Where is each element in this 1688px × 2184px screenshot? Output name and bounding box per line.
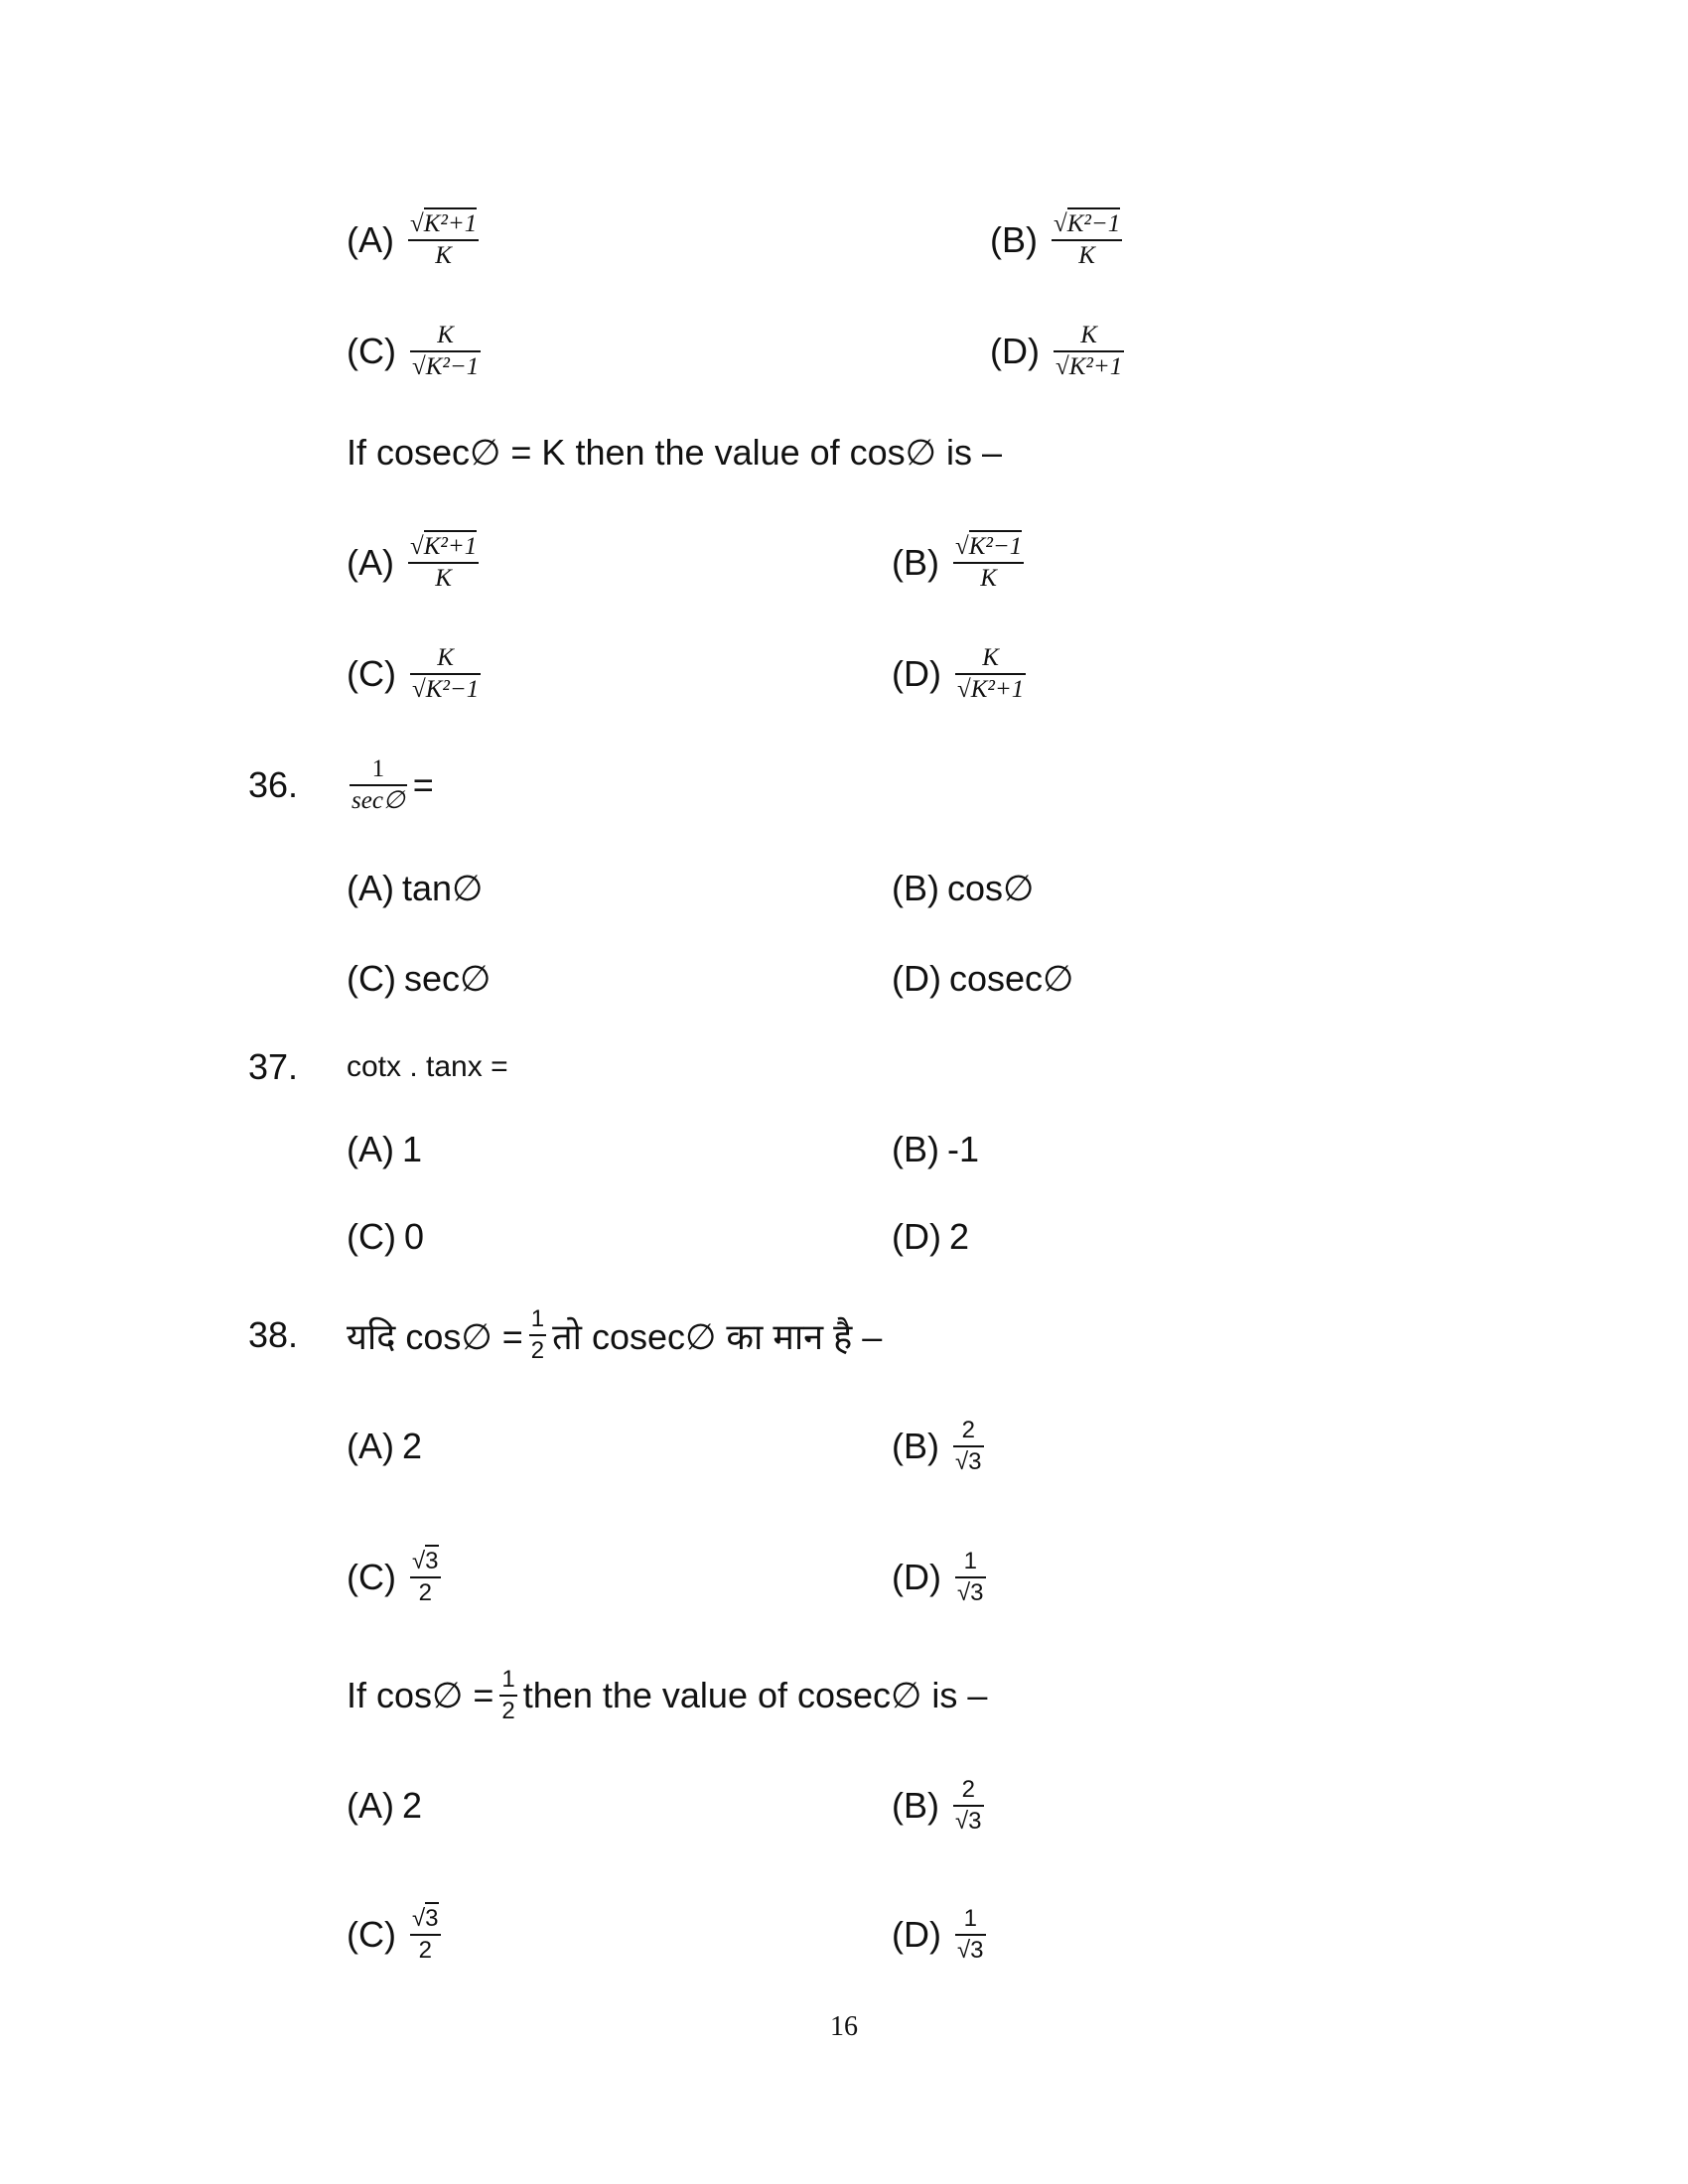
option-label: (A) [347, 219, 394, 260]
answer-option[interactable] [347, 321, 487, 382]
answer-option[interactable] [347, 532, 485, 594]
sqrt-sign: √ [410, 533, 424, 560]
answer-option[interactable] [347, 209, 485, 271]
radicand: K²−1 [1067, 207, 1121, 237]
radicand: K²+1 [1069, 350, 1123, 380]
numerator: 1 [501, 1666, 515, 1693]
sqrt-sign: √ [1055, 353, 1069, 380]
question-number: 36. [248, 764, 299, 805]
sqrt-sign: √ [956, 1937, 971, 1964]
sqrt-sign: √ [411, 1905, 426, 1932]
option-text: tan∅ [402, 868, 484, 908]
numerator: 1 [530, 1305, 545, 1332]
text-segment: cotx . tanx = [347, 1050, 508, 1083]
option-label: (B) [892, 868, 939, 908]
radicand: K²+1 [424, 530, 478, 560]
denominator [953, 1447, 984, 1477]
option-label: (B) [892, 1426, 939, 1466]
option-label: (A) [347, 1785, 394, 1826]
option-label: (D) [990, 331, 1040, 371]
fraction [1054, 321, 1124, 382]
text-segment: If cosec∅ = K then the value of cos∅ is – [347, 432, 1003, 473]
fraction [955, 1904, 986, 1966]
sqrt-sign: √ [956, 1579, 971, 1606]
denominator [955, 1936, 986, 1966]
sqrt-sign: √ [956, 676, 971, 703]
option-label: (A) [347, 542, 394, 583]
denominator: K [980, 565, 997, 592]
option-text: 2 [402, 1426, 423, 1466]
denominator: sec∅ [352, 787, 405, 814]
sqrt-sign: √ [411, 676, 426, 703]
answer-option[interactable] [347, 1904, 447, 1966]
option-label: (C) [347, 653, 396, 694]
text-segment: If cos∅ = [347, 1675, 494, 1715]
fraction [955, 643, 1026, 705]
fraction [350, 754, 407, 816]
sqrt-sign: √ [411, 353, 426, 380]
denominator: 2 [501, 1698, 515, 1724]
text-segment: यदि cos∅ = [347, 1315, 523, 1357]
denominator [955, 675, 1026, 705]
numerator [953, 532, 1024, 562]
answer-option[interactable] [347, 1216, 424, 1258]
denominator [410, 675, 481, 705]
answer-option[interactable] [892, 868, 1034, 909]
option-label: (B) [892, 1129, 939, 1169]
fraction [955, 1547, 986, 1608]
option-label: (B) [990, 219, 1038, 260]
option-label: (D) [892, 653, 941, 694]
numerator [410, 1547, 441, 1576]
sqrt-sign: √ [955, 1448, 969, 1475]
numerator: 2 [961, 1417, 975, 1443]
fraction [953, 1416, 984, 1477]
question-number: 38. [248, 1314, 299, 1355]
answer-option[interactable] [990, 321, 1130, 382]
answer-option[interactable] [347, 868, 483, 909]
radicand: K²−1 [969, 530, 1023, 560]
option-label: (C) [347, 1557, 396, 1597]
question-text [344, 754, 434, 816]
answer-option[interactable] [347, 1547, 447, 1608]
fraction [953, 1775, 984, 1837]
radicand: K²+1 [424, 207, 478, 237]
radicand: 3 [425, 1545, 438, 1574]
english-question-text [347, 432, 1002, 474]
option-label: (A) [347, 1426, 394, 1466]
answer-option[interactable] [347, 1785, 422, 1827]
page-number: 16 [830, 2011, 858, 2042]
fraction [953, 532, 1024, 594]
option-label: (B) [892, 542, 939, 583]
question-text [347, 1050, 508, 1084]
option-text: 2 [402, 1785, 423, 1826]
text-segment: then the value of cosec∅ is – [522, 1675, 988, 1715]
sqrt-sign: √ [955, 533, 969, 560]
answer-option[interactable] [990, 209, 1128, 271]
numerator: K [437, 322, 454, 348]
answer-option[interactable] [892, 1129, 979, 1170]
option-label: (C) [347, 331, 396, 371]
option-label: (A) [347, 868, 394, 908]
option-label: (C) [347, 1914, 396, 1955]
answer-option[interactable] [347, 958, 491, 1000]
numerator: 1 [371, 755, 385, 782]
radicand: 3 [970, 1576, 983, 1606]
numerator: 2 [961, 1776, 975, 1803]
option-text: 2 [948, 1216, 970, 1257]
denominator [410, 352, 481, 382]
answer-option[interactable] [347, 1426, 422, 1467]
sqrt-sign: √ [955, 1808, 969, 1835]
fraction [408, 532, 479, 594]
option-text: 1 [402, 1129, 423, 1169]
radicand: K²−1 [426, 673, 480, 703]
answer-option[interactable] [892, 958, 1073, 1000]
answer-option[interactable] [892, 1216, 969, 1258]
option-text: cos∅ [947, 868, 1035, 908]
english-question-text [347, 1665, 987, 1726]
answer-option[interactable] [892, 643, 1032, 705]
radicand: 3 [968, 1445, 981, 1475]
denominator: 2 [418, 1579, 432, 1606]
option-label: (D) [892, 958, 941, 999]
numerator [1052, 209, 1122, 239]
option-text: -1 [947, 1129, 980, 1169]
sqrt-sign: √ [411, 1548, 426, 1574]
radicand: 3 [425, 1902, 438, 1932]
denominator: K [435, 242, 452, 269]
fraction [410, 643, 481, 705]
fraction [410, 1904, 441, 1966]
numerator: K [982, 644, 999, 671]
numerator: 1 [963, 1548, 977, 1574]
option-label: (A) [347, 1129, 394, 1169]
question-text [347, 1304, 882, 1366]
denominator: K [435, 565, 452, 592]
fraction [410, 1547, 441, 1608]
option-label: (D) [892, 1914, 941, 1955]
numerator [408, 209, 479, 239]
text-segment: तो cosec∅ का मान है – [552, 1315, 883, 1357]
denominator: 2 [530, 1337, 545, 1364]
option-text: sec∅ [403, 958, 492, 999]
answer-option[interactable] [347, 1129, 422, 1170]
fraction [499, 1665, 516, 1726]
option-text: 0 [403, 1216, 425, 1257]
option-label: (C) [347, 1216, 396, 1257]
sqrt-sign: √ [1054, 210, 1067, 237]
answer-option[interactable] [892, 1904, 992, 1966]
answer-option[interactable] [347, 643, 487, 705]
numerator: K [1080, 322, 1097, 348]
answer-option[interactable] [892, 1416, 990, 1477]
answer-option[interactable] [892, 532, 1030, 594]
sqrt-sign: √ [410, 210, 424, 237]
answer-option[interactable] [892, 1547, 992, 1608]
denominator [1054, 352, 1124, 382]
numerator [408, 532, 479, 562]
option-text: cosec∅ [948, 958, 1074, 999]
denominator [953, 1807, 984, 1837]
option-label: (B) [892, 1785, 939, 1826]
radicand: K²−1 [426, 350, 480, 380]
numerator [410, 1904, 441, 1934]
denominator [955, 1578, 986, 1608]
fraction [1052, 209, 1122, 271]
option-label: (C) [347, 958, 396, 999]
numerator: 1 [963, 1905, 977, 1932]
numerator: K [437, 644, 454, 671]
fraction [410, 321, 481, 382]
radicand: 3 [970, 1934, 983, 1964]
question-number: 37. [248, 1046, 299, 1087]
denominator: K [1078, 242, 1095, 269]
fraction [529, 1304, 546, 1366]
radicand: 3 [968, 1805, 981, 1835]
radicand: K²+1 [971, 673, 1025, 703]
denominator: 2 [418, 1937, 432, 1964]
answer-option[interactable] [892, 1775, 990, 1837]
text-segment: = [412, 764, 434, 805]
option-label: (D) [892, 1557, 941, 1597]
fraction [408, 209, 479, 271]
option-label: (D) [892, 1216, 941, 1257]
